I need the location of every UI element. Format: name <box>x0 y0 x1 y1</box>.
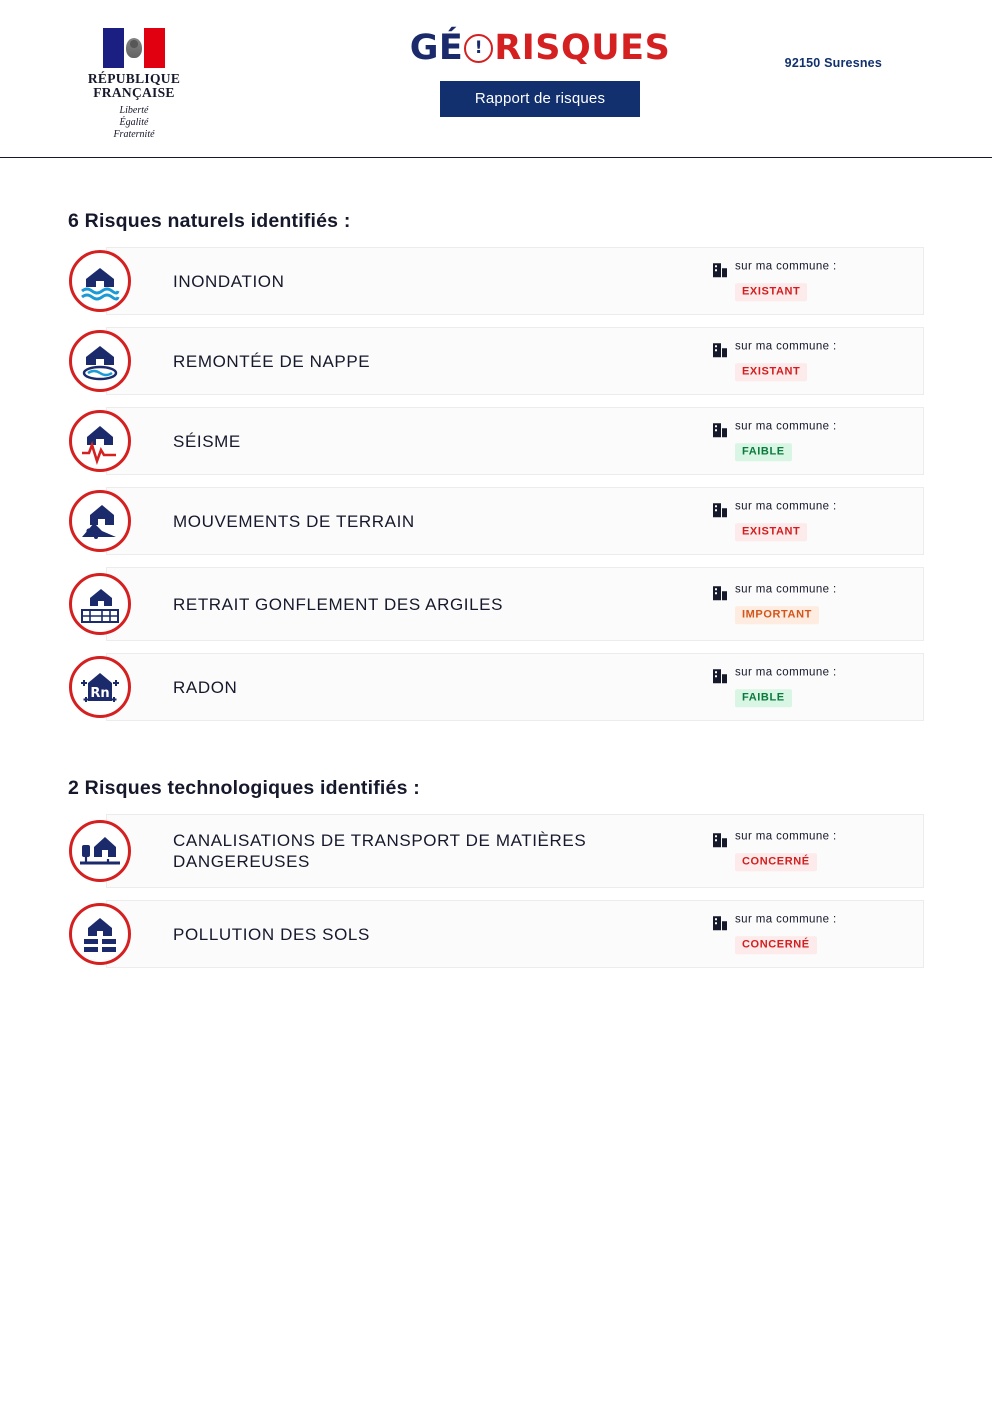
risk-label: POLLUTION DES SOLS <box>173 924 370 944</box>
republique-francaise-logo <box>68 28 200 141</box>
republic-line-1: RÉPUBLIQUE <box>87 71 181 86</box>
risk-status <box>712 261 837 301</box>
status-badge: FAIBLE <box>735 443 792 461</box>
commune-building-icon <box>712 262 728 278</box>
risk-row[interactable] <box>106 407 924 475</box>
status-caption: sur ma commune : <box>735 500 837 513</box>
risk-label: RETRAIT GONFLEMENT DES ARGILES <box>173 594 504 614</box>
risk-list-naturels <box>90 247 924 721</box>
svg-text:Rn: Rn <box>90 686 110 701</box>
status-caption: sur ma commune : <box>735 666 837 679</box>
status-badge: IMPORTANT <box>735 606 819 624</box>
risk-row[interactable] <box>106 327 924 395</box>
status-badge: EXISTANT <box>735 523 807 541</box>
status-badge: EXISTANT <box>735 283 807 301</box>
flood-icon <box>69 250 131 312</box>
rapport-de-risques-button[interactable]: Rapport de risques <box>440 81 640 117</box>
republic-line-2: FRANÇAISE <box>93 85 175 100</box>
radon-icon <box>69 656 131 718</box>
risk-row[interactable] <box>90 653 924 721</box>
risk-row[interactable] <box>106 247 924 315</box>
landslide-icon <box>69 490 131 552</box>
risk-label: MOUVEMENTS DE TERRAIN <box>173 511 415 531</box>
devise-egalite: Égalité <box>119 117 149 128</box>
commune-building-icon <box>712 422 728 438</box>
section-title-naturels: 6 Risques naturels identifiés : <box>68 210 351 232</box>
risk-label: SÉISME <box>173 431 241 451</box>
soil-pollution-icon <box>69 903 131 965</box>
risk-row[interactable] <box>106 900 924 968</box>
georisques-branding <box>405 28 675 117</box>
risk-status <box>712 421 837 461</box>
pipeline-icon <box>69 820 131 882</box>
risk-label: INONDATION <box>173 271 285 291</box>
risk-label: REMONTÉE DE NAPPE <box>173 351 371 371</box>
status-badge: CONCERNÉ <box>735 853 817 871</box>
status-caption: sur ma commune : <box>735 260 837 273</box>
status-caption: sur ma commune : <box>735 830 837 843</box>
risk-status <box>712 667 837 707</box>
devise-liberte: Liberté <box>119 105 149 116</box>
page-header <box>0 0 992 158</box>
status-caption: sur ma commune : <box>735 583 837 596</box>
status-caption: sur ma commune : <box>735 913 837 926</box>
section-title-technologiques: 2 Risques technologiques identifiés : <box>68 777 420 799</box>
commune-building-icon <box>712 668 728 684</box>
earthquake-icon <box>69 410 131 472</box>
risk-status <box>712 341 837 381</box>
commune-building-icon <box>712 915 728 931</box>
status-badge: FAIBLE <box>735 689 792 707</box>
brand-prefix: GÉ <box>409 28 464 68</box>
status-caption: sur ma commune : <box>735 420 837 433</box>
status-badge: EXISTANT <box>735 363 807 381</box>
groundwater-icon <box>69 330 131 392</box>
status-badge: CONCERNÉ <box>735 936 817 954</box>
risk-label: CANALISATIONS DE TRANSPORT DE MATIÈRES DANGEREUSES <box>173 831 587 871</box>
risk-list-technologiques <box>106 814 924 968</box>
risk-status <box>712 914 837 954</box>
commune-building-icon <box>712 502 728 518</box>
french-flag-icon <box>103 28 165 68</box>
report-content <box>0 210 992 968</box>
commune-building-icon <box>712 585 728 601</box>
commune-code-label: 92150 Suresnes <box>784 56 882 70</box>
risk-row[interactable] <box>106 814 924 888</box>
commune-building-icon <box>712 342 728 358</box>
risk-row[interactable] <box>106 567 924 641</box>
georisques-title <box>405 28 675 68</box>
warning-circle-icon <box>464 34 493 63</box>
risk-label: RADON <box>173 677 238 697</box>
status-caption: sur ma commune : <box>735 340 837 353</box>
risk-status <box>712 584 837 624</box>
devise-fraternite: Fraternité <box>113 129 155 140</box>
commune-building-icon <box>712 832 728 848</box>
risk-status <box>712 831 837 871</box>
risk-row[interactable] <box>106 487 924 555</box>
clay-icon <box>69 573 131 635</box>
risk-status <box>712 501 837 541</box>
brand-suffix: RISQUES <box>494 28 671 68</box>
